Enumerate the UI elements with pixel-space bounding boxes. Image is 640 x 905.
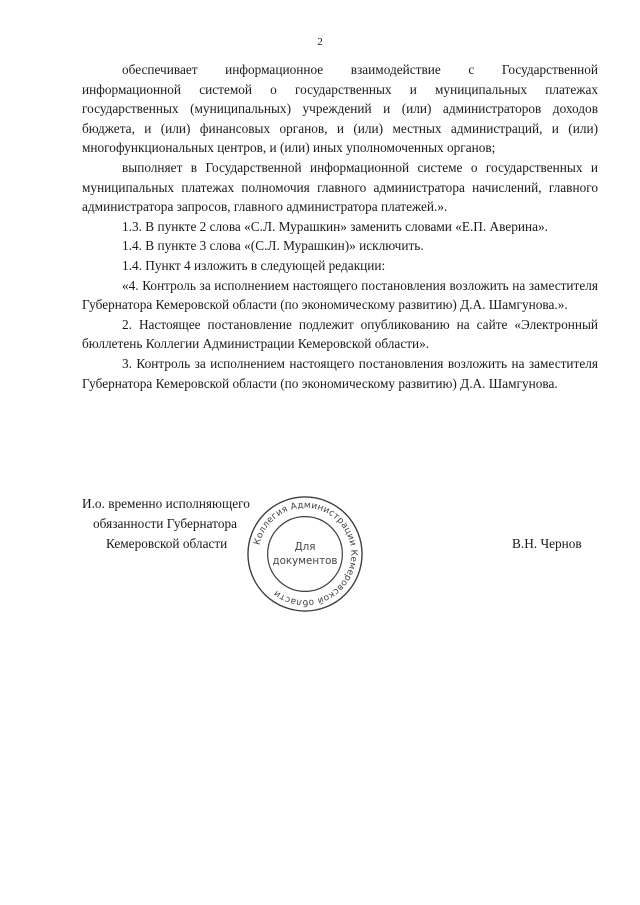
paragraph: 1.4. Пункт 4 изложить в следующей редакции: xyxy=(122,257,386,273)
signer-title-line: обязанности Губернатора xyxy=(93,516,238,531)
stamp-center-text: документов xyxy=(272,554,338,567)
stamp-ring-text: Коллегия Администрации Кемеровской области xyxy=(252,500,359,608)
paragraph: 2. Настоящее постановление подлежит опубликованию на сайте «Электронный бюллетень Коллегии Администрации Кемеровской области». xyxy=(82,316,598,352)
paragraph: 1.3. В пункте 2 слова «С.Л. Мурашкин» заменить словами «Е.П. Аверина». xyxy=(122,218,549,234)
paragraph: 1.4. В пункте 3 слова «(С.Л. Мурашкин)» исключить. xyxy=(122,238,424,254)
signer-name: В.Н. Чернов xyxy=(512,536,582,551)
stamp-center-text: Для xyxy=(294,541,316,554)
signer-title-line: И.о. временно исполняющего xyxy=(82,496,250,511)
paragraph: «4. Контроль за исполнением настоящего постановления возложить на заместителя Губернатора Кемеровской области (по экономическому развитию) Д.А. Шамгунова.». xyxy=(82,277,598,313)
paragraph: обеспечивает информационное взаимодействие с Государственной информационной системой о государственных и муниципальных платежах государственных (муниципальных) учреждений и (или) администраторов доходов бюджета, и (или) финансовых органов, и (или) местных администраций, и (или) многофункциональных центров, и (или) иных уполномоченных органов; xyxy=(82,62,598,156)
paragraph: выполняет в Государственной информационной системе о государственных и муниципальных платежах полномочия главного администратора начислений, главного администратора запросов, главного администратора платежей.». xyxy=(82,159,598,215)
page-number: 2 xyxy=(317,36,323,48)
document-body xyxy=(82,60,598,393)
signer-title-line: Кемеровской области xyxy=(106,536,228,551)
stamp-seal xyxy=(246,495,364,613)
paragraph: 3. Контроль за исполнением настоящего постановления возложить на заместителя Губернатора Кемеровской области (по экономическому развитию) Д.А. Шамгунова. xyxy=(82,355,598,391)
